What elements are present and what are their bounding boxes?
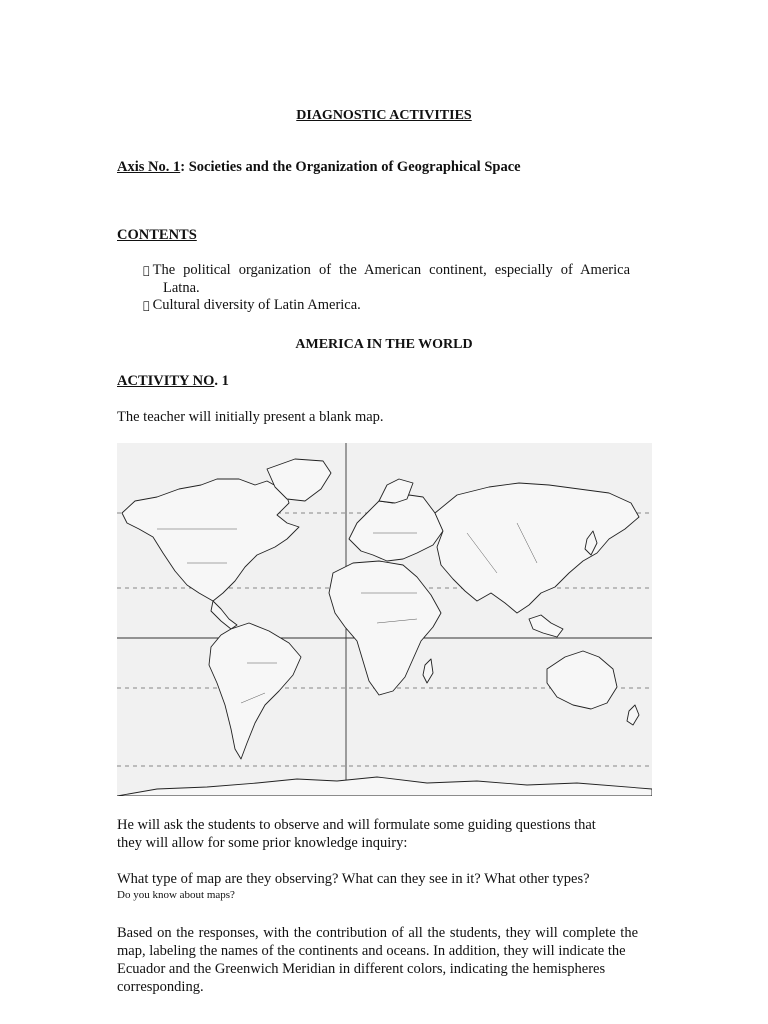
- paragraph-complete-line-1: Based on the responses, with the contribution of all the students, they will complete the: [117, 925, 638, 941]
- paragraph-complete-line-2: map, labeling the names of the continents and oceans. In addition, they will indicate the: [117, 943, 626, 959]
- bullet-box-icon: [143, 299, 150, 312]
- southeast-asia-islands-outline: [529, 615, 563, 637]
- activity-heading: [117, 373, 229, 390]
- asia-outline: [435, 483, 639, 613]
- activity-number: . 1: [214, 373, 229, 389]
- paragraph-complete-line-4: corresponding.: [117, 979, 204, 995]
- south-america-outline: [209, 623, 301, 759]
- contents-bullet-2: Cultural diversity of Latin America.: [143, 297, 361, 314]
- europe-outline: [349, 495, 443, 561]
- contents-bullet-1: The political organization of the American continent, especially of America: [143, 262, 630, 279]
- bullet-box-icon: [143, 264, 150, 277]
- paragraph-intro: The teacher will initially present a blank map.: [117, 409, 384, 425]
- paragraph-complete-line-3: Ecuador and the Greenwich Meridian in different colors, indicating the hemispheres: [117, 961, 606, 977]
- madagascar-outline: [423, 659, 433, 683]
- contents-bullet-1-continued: Latna.: [163, 280, 200, 296]
- paragraph-observe-line-2: they will allow for some prior knowledge inquiry:: [117, 835, 408, 851]
- document-title: DIAGNOSTIC ACTIVITIES: [296, 108, 472, 123]
- antarctica-outline: [117, 777, 652, 796]
- australia-outline: [547, 651, 617, 709]
- question-line-2: Do you know about maps?: [117, 889, 235, 901]
- world-map-icon: [117, 443, 652, 796]
- contents-heading: CONTENTS: [117, 227, 197, 243]
- question-line-1: What type of map are they observing? What can they see in it? What other types?: [117, 871, 590, 887]
- north-america-outline: [122, 479, 299, 601]
- central-america-outline: [211, 601, 237, 629]
- axis-title: : Societies and the Organization of Geographical Space: [180, 159, 521, 175]
- section-heading: AMERICA IN THE WORLD: [295, 337, 473, 352]
- new-zealand-outline: [627, 705, 639, 725]
- axis-line: [117, 159, 521, 176]
- activity-label: ACTIVITY NO: [117, 373, 215, 389]
- blank-world-map-image: [117, 443, 652, 796]
- axis-label: Axis No. 1: [117, 159, 181, 175]
- paragraph-observe-line-1: He will ask the students to observe and will formulate some guiding questions that: [117, 817, 596, 833]
